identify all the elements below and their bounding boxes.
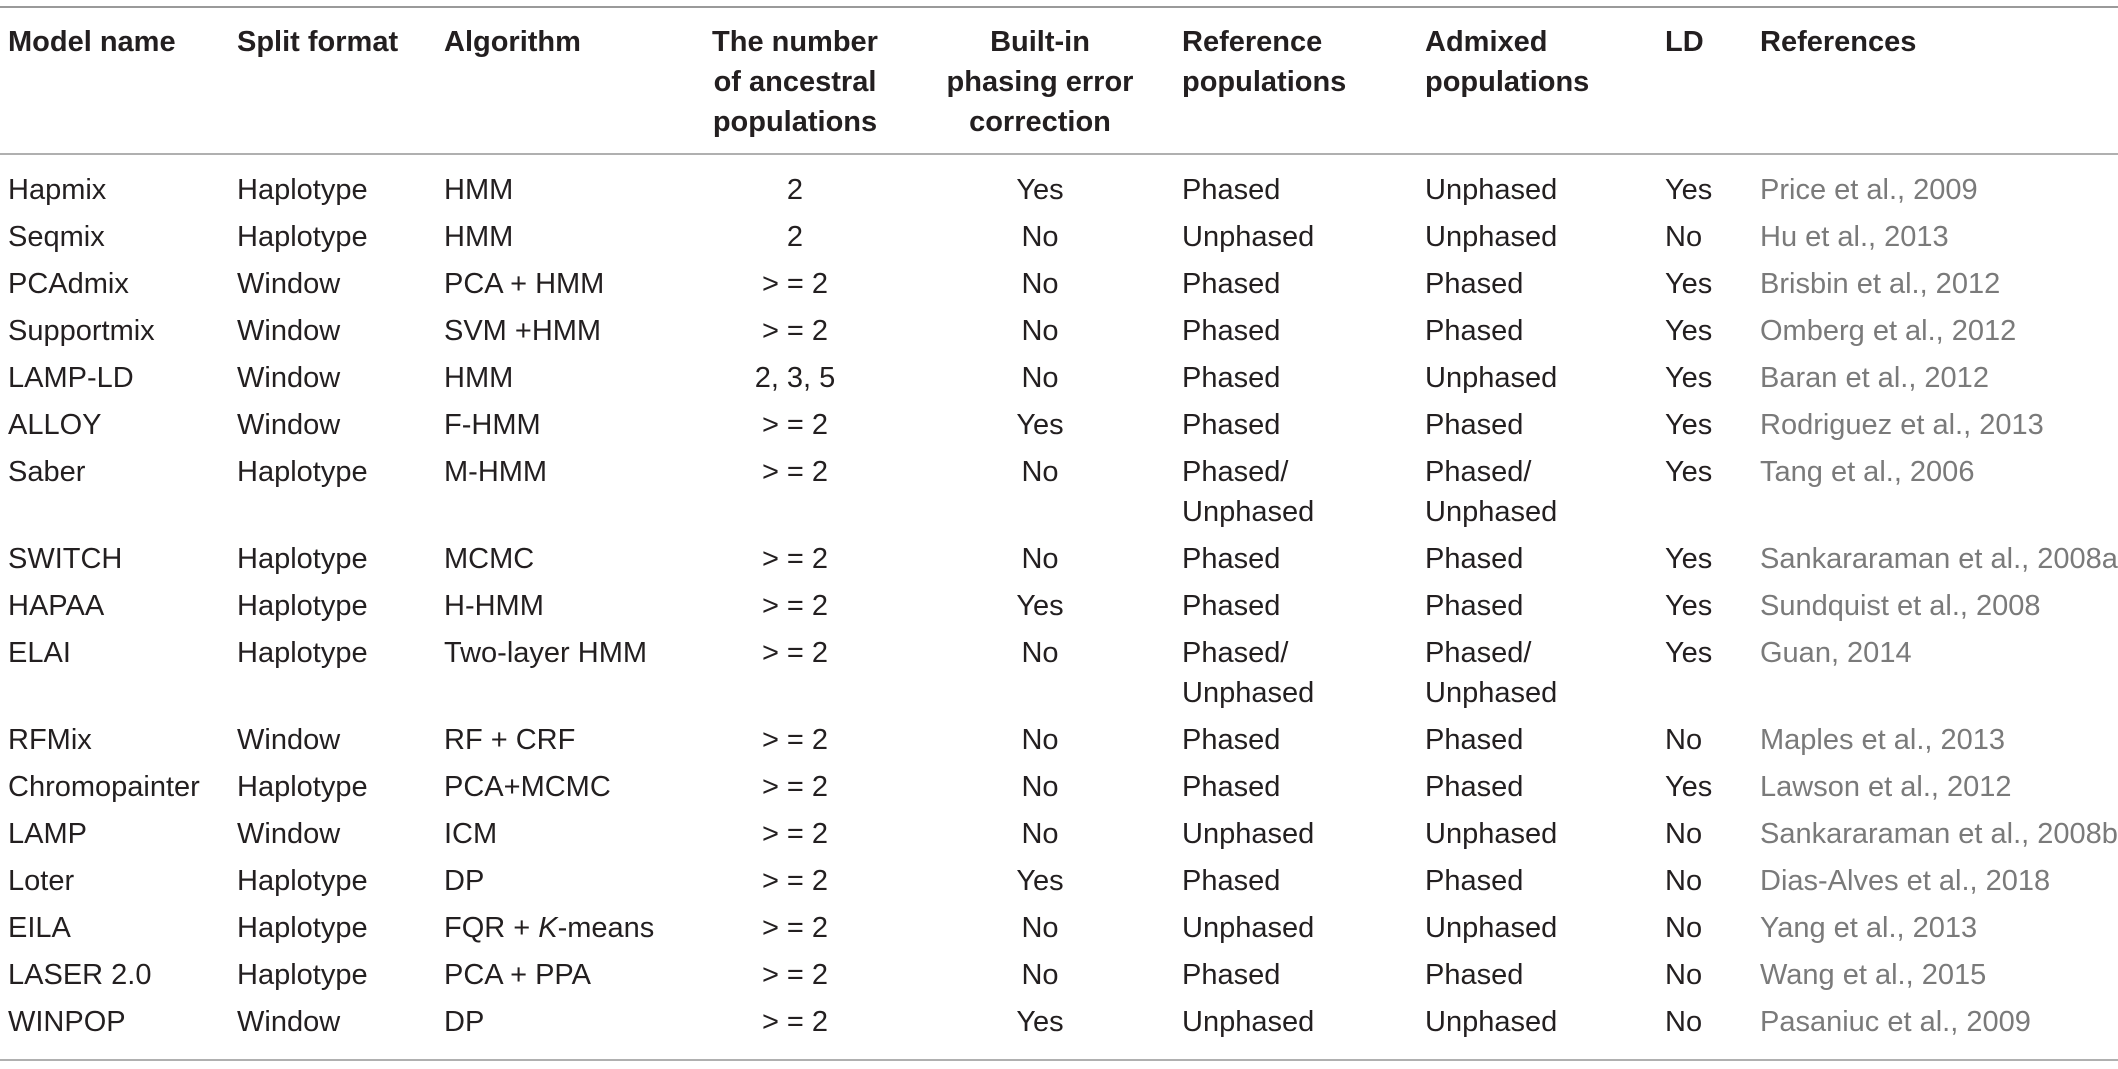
cell-model-name: Loter [8, 865, 75, 897]
cell-ancestral-populations: > = 2 [761, 865, 829, 897]
cell-split-format: Haplotype [237, 865, 368, 897]
cell-reference-populations: Phased/ Unphased [1182, 637, 1315, 709]
cell-admixed-populations: Phased [1425, 771, 1524, 803]
header-reference-line1: Reference [1182, 26, 1323, 58]
cell-ancestral-populations: 2 [786, 174, 804, 206]
cell-phasing-correction: No [1021, 912, 1059, 944]
cell-algorithm: H-HMM [444, 590, 544, 622]
cell-split-format: Window [237, 268, 341, 300]
cell-model-name: ALLOY [8, 409, 102, 441]
cell-reference-citation: Hu et al., 2013 [1760, 221, 1949, 253]
header-split-format: Split format [237, 26, 399, 58]
cell-ld: Yes [1665, 268, 1713, 300]
cell-algorithm: M-HMM [444, 456, 548, 488]
header-rule [0, 153, 2118, 155]
header-ancestral-populations [700, 22, 890, 142]
cell-model-name: ELAI [8, 637, 71, 669]
cell-split-format: Window [237, 818, 341, 850]
cell-phasing-correction: Yes [1016, 1006, 1064, 1038]
header-phasing-correction [935, 22, 1145, 142]
cell-ancestral-populations: 2 [786, 221, 804, 253]
header-references: References [1760, 26, 1917, 58]
cell-reference-populations: Unphased [1182, 912, 1315, 944]
cell-reference-citation: Guan, 2014 [1760, 637, 1912, 669]
cell-algorithm: RF + CRF [444, 724, 576, 756]
algorithm-text: FQR + [444, 912, 539, 944]
cell-reference-populations: Phased [1182, 409, 1281, 441]
cell-admixed-populations: Unphased [1425, 1006, 1558, 1038]
cell-reference-citation: Tang et al., 2006 [1760, 456, 1975, 488]
cell-ld: No [1665, 865, 1703, 897]
cell-split-format: Haplotype [237, 543, 368, 575]
cell-reference-citation: Baran et al., 2012 [1760, 362, 1989, 394]
cell-model-name: EILA [8, 912, 71, 944]
cell-ld: No [1665, 818, 1703, 850]
cell-admixed-populations: Unphased [1425, 174, 1558, 206]
cell-algorithm: SVM +HMM [444, 315, 602, 347]
cell-admixed-populations: Phased/ Unphased [1425, 456, 1558, 528]
cell-reference-citation: Pasaniuc et al., 2009 [1760, 1006, 2031, 1038]
cell-reference-populations: Phased [1182, 724, 1281, 756]
cell-ld: No [1665, 221, 1703, 253]
cell-ld: No [1665, 724, 1703, 756]
cell-ld: No [1665, 959, 1703, 991]
header-ancestral-line1: The number [712, 26, 878, 58]
cell-ancestral-populations: > = 2 [761, 268, 829, 300]
cell-ld: Yes [1665, 315, 1713, 347]
cell-phasing-correction: Yes [1016, 865, 1064, 897]
cell-reference-citation: Omberg et al., 2012 [1760, 315, 2017, 347]
cell-algorithm: PCA+MCMC [444, 771, 611, 803]
header-admixed-line1: Admixed [1425, 26, 1548, 58]
cell-model-name: Hapmix [8, 174, 107, 206]
cell-reference-citation: Yang et al., 2013 [1760, 912, 1978, 944]
cell-ld: Yes [1665, 543, 1713, 575]
cell-ld: Yes [1665, 456, 1713, 488]
cell-phasing-correction: No [1021, 362, 1059, 394]
cell-ld: Yes [1665, 409, 1713, 441]
cell-admixed-populations: Phased [1425, 543, 1524, 575]
cell-admixed-populations: Phased/ Unphased [1425, 637, 1558, 709]
cell-reference-populations: Unphased [1182, 818, 1315, 850]
header-admixed-populations [1425, 22, 1589, 102]
header-ld: LD [1665, 26, 1704, 58]
cell-phasing-correction: No [1021, 456, 1059, 488]
cell-split-format: Haplotype [237, 637, 368, 669]
cell-ld: Yes [1665, 590, 1713, 622]
cell-reference-citation: Lawson et al., 2012 [1760, 771, 2012, 803]
cell-reference-populations: Phased [1182, 771, 1281, 803]
cell-ancestral-populations: > = 2 [761, 912, 829, 944]
cell-admixed-populations: Phased [1425, 268, 1524, 300]
cell-reference-citation: Wang et al., 2015 [1760, 959, 1987, 991]
cell-phasing-correction: No [1021, 818, 1059, 850]
cell-phasing-correction: Yes [1016, 409, 1064, 441]
cell-ancestral-populations: > = 2 [761, 315, 829, 347]
cell-phasing-correction: No [1021, 221, 1059, 253]
header-model-name: Model name [8, 26, 176, 58]
cell-reference-citation: Dias-Alves et al., 2018 [1760, 865, 2051, 897]
cell-ld: No [1665, 912, 1703, 944]
cell-reference-populations: Phased [1182, 362, 1281, 394]
cell-ancestral-populations: > = 2 [761, 1006, 829, 1038]
cell-model-name: LAMP [8, 818, 87, 850]
cell-reference-populations: Phased [1182, 590, 1281, 622]
cell-admixed-populations: Phased [1425, 315, 1524, 347]
cell-phasing-correction: Yes [1016, 174, 1064, 206]
cell-ld: Yes [1665, 174, 1713, 206]
cell-model-name: Saber [8, 456, 86, 488]
cell-phasing-correction: No [1021, 724, 1059, 756]
cell-algorithm: F-HMM [444, 409, 541, 441]
cell-ld: Yes [1665, 637, 1713, 669]
cell-ancestral-populations: > = 2 [761, 724, 829, 756]
cell-ld: Yes [1665, 362, 1713, 394]
cell-algorithm: PCA + HMM [444, 268, 605, 300]
cell-model-name: Supportmix [8, 315, 155, 347]
header-admixed-line2: populations [1425, 66, 1590, 98]
cell-admixed-populations: Unphased [1425, 912, 1558, 944]
cell-ancestral-populations: > = 2 [761, 409, 829, 441]
cell-reference-populations: Phased [1182, 959, 1281, 991]
cell-ancestral-populations: > = 2 [761, 590, 829, 622]
cell-split-format: Window [237, 724, 341, 756]
cell-reference-populations: Phased [1182, 174, 1281, 206]
cell-split-format: Window [237, 409, 341, 441]
cell-admixed-populations: Phased [1425, 409, 1524, 441]
cell-split-format: Window [237, 1006, 341, 1038]
algorithm-text: -means [557, 912, 655, 944]
cell-ancestral-populations: > = 2 [761, 456, 829, 488]
header-ancestral-line3: populations [712, 106, 878, 138]
cell-reference-citation: Brisbin et al., 2012 [1760, 268, 2001, 300]
cell-algorithm: ICM [444, 818, 498, 850]
cell-reference-populations: Phased/ Unphased [1182, 456, 1315, 528]
cell-model-name: Chromopainter [8, 771, 200, 803]
cell-algorithm: HMM [444, 362, 514, 394]
cell-ancestral-populations: 2, 3, 5 [754, 362, 836, 394]
cell-algorithm: MCMC [444, 543, 535, 575]
header-reference-line2: populations [1182, 66, 1347, 98]
cell-reference-populations: Phased [1182, 543, 1281, 575]
cell-phasing-correction: No [1021, 268, 1059, 300]
header-phasing-line2: phasing error [946, 66, 1134, 98]
cell-split-format: Haplotype [237, 221, 368, 253]
cell-split-format: Haplotype [237, 959, 368, 991]
cell-phasing-correction: Yes [1016, 590, 1064, 622]
cell-admixed-populations: Phased [1425, 959, 1524, 991]
header-algorithm: Algorithm [444, 26, 581, 58]
header-phasing-line1: Built-in [990, 26, 1090, 58]
cell-ld: Yes [1665, 771, 1713, 803]
cell-admixed-populations: Unphased [1425, 221, 1558, 253]
cell-model-name: SWITCH [8, 543, 123, 575]
cell-admixed-populations: Phased [1425, 724, 1524, 756]
cell-reference-citation: Sankararaman et al., 2008b [1760, 818, 2118, 850]
cell-algorithm [444, 908, 654, 948]
cell-algorithm: Two-layer HMM [444, 637, 648, 669]
cell-algorithm: HMM [444, 174, 514, 206]
cell-admixed-populations: Phased [1425, 865, 1524, 897]
cell-admixed-populations: Unphased [1425, 818, 1558, 850]
cell-algorithm: PCA + PPA [444, 959, 591, 991]
cell-ancestral-populations: > = 2 [761, 771, 829, 803]
cell-ancestral-populations: > = 2 [761, 637, 829, 669]
cell-model-name: Seqmix [8, 221, 105, 253]
cell-reference-populations: Unphased [1182, 221, 1315, 253]
cell-ancestral-populations: > = 2 [761, 543, 829, 575]
header-reference-populations [1182, 22, 1346, 102]
cell-reference-citation: Price et al., 2009 [1760, 174, 1978, 206]
cell-phasing-correction: No [1021, 637, 1059, 669]
cell-phasing-correction: No [1021, 543, 1059, 575]
cell-split-format: Haplotype [237, 456, 368, 488]
cell-admixed-populations: Phased [1425, 590, 1524, 622]
cell-phasing-correction: No [1021, 771, 1059, 803]
cell-reference-populations: Unphased [1182, 1006, 1315, 1038]
cell-split-format: Haplotype [237, 771, 368, 803]
cell-split-format: Window [237, 315, 341, 347]
cell-split-format: Window [237, 362, 341, 394]
bottom-rule [0, 1059, 2118, 1061]
cell-model-name: HAPAA [8, 590, 105, 622]
cell-model-name: LAMP-LD [8, 362, 134, 394]
cell-ancestral-populations: > = 2 [761, 959, 829, 991]
cell-model-name: RFMix [8, 724, 92, 756]
cell-reference-citation: Sundquist et al., 2008 [1760, 590, 2041, 622]
cell-algorithm: HMM [444, 221, 514, 253]
cell-split-format: Haplotype [237, 174, 368, 206]
cell-phasing-correction: No [1021, 315, 1059, 347]
cell-ancestral-populations: > = 2 [761, 818, 829, 850]
cell-reference-populations: Phased [1182, 268, 1281, 300]
cell-reference-populations: Phased [1182, 315, 1281, 347]
cell-admixed-populations: Unphased [1425, 362, 1558, 394]
cell-reference-citation: Maples et al., 2013 [1760, 724, 2006, 756]
cell-phasing-correction: No [1021, 959, 1059, 991]
cell-model-name: PCAdmix [8, 268, 129, 300]
cell-algorithm: DP [444, 1006, 485, 1038]
cell-reference-citation: Sankararaman et al., 2008a [1760, 543, 2118, 575]
cell-reference-populations: Phased [1182, 865, 1281, 897]
cell-model-name: WINPOP [8, 1006, 126, 1038]
cell-model-name: LASER 2.0 [8, 959, 152, 991]
top-rule [0, 6, 2118, 8]
cell-ld: No [1665, 1006, 1703, 1038]
header-phasing-line3: correction [969, 106, 1111, 138]
header-ancestral-line2: of ancestral [713, 66, 877, 98]
cell-algorithm: DP [444, 865, 485, 897]
cell-split-format: Haplotype [237, 912, 368, 944]
cell-split-format: Haplotype [237, 590, 368, 622]
algorithm-italic: K [538, 912, 558, 944]
cell-reference-citation: Rodriguez et al., 2013 [1760, 409, 2044, 441]
